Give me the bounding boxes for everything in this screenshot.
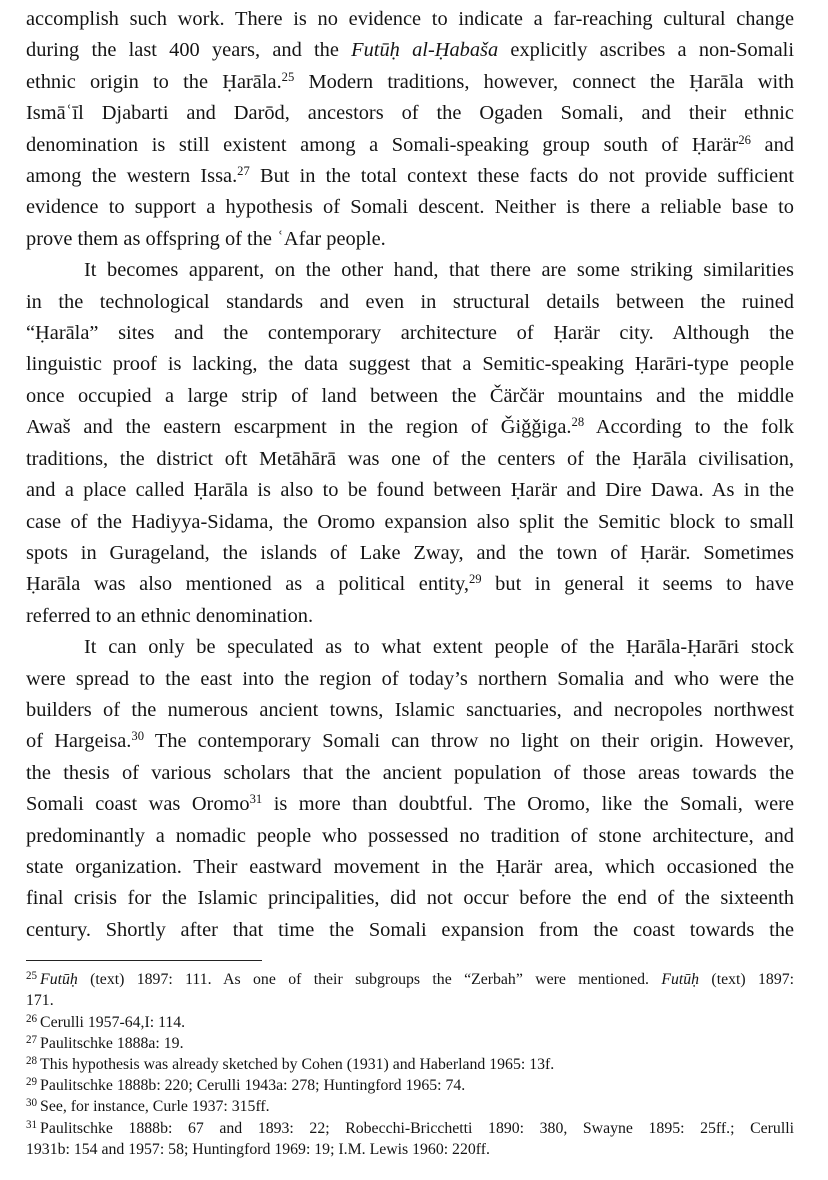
text-run: linguistic proof is lacking, the data suggest that a Semitic-speaking Ḥarāri-type people (26, 353, 794, 376)
footnote-line (26, 1118, 794, 1139)
italic-title: Futūḥ al-Ḥabaša (351, 39, 499, 62)
footnote-number: 25 (26, 970, 38, 983)
text-run: of Hargeisa. (26, 730, 132, 753)
text-line (26, 412, 794, 443)
text-run: Modern traditions, however, connect the Ḥarāla with (294, 70, 794, 93)
text-run: According to the folk (584, 416, 794, 439)
text-line (26, 67, 794, 98)
text-line (26, 726, 794, 757)
footnote-line (26, 1012, 794, 1033)
text-run: But in the total context these facts do not provide sufficient (249, 165, 795, 188)
text-run: referred to an ethnic denomination. (26, 604, 314, 627)
text-run: (text) 1897: (699, 971, 794, 989)
text-run: The contemporary Somali can throw no light on their origin. However, (144, 730, 794, 753)
footnote-28 (26, 1054, 794, 1075)
text-line (26, 98, 794, 129)
footnote-number: 31 (26, 1118, 38, 1131)
text-run: “Ḥarāla” sites and the contemporary architecture of Ḥarär city. Although the (26, 322, 794, 345)
text-line (26, 4, 794, 35)
text-line (26, 883, 794, 914)
text-line (26, 632, 794, 663)
paragraph-2 (26, 255, 794, 632)
footnote-number: 29 (26, 1076, 38, 1089)
text-run: and (750, 133, 794, 156)
main-text (26, 4, 794, 946)
footnote-26 (26, 1012, 794, 1033)
footnote-separator-rule (26, 960, 262, 961)
footnote-reference: 31 (249, 792, 263, 807)
text-line (26, 444, 794, 475)
text-run: It can only be speculated as to what extent people of the Ḥarāla-Ḥarāri stock (84, 636, 794, 659)
text-line (26, 758, 794, 789)
text-line (26, 569, 794, 600)
text-run: state organization. Their eastward movement in the Ḥarär area, which occasioned the (26, 855, 794, 878)
text-line (26, 507, 794, 538)
text-run: Ḥarāla was also mentioned as a political entity, (26, 573, 469, 596)
text-run: but in general it seems to have (481, 573, 794, 596)
text-run: evidence to support a hypothesis of Somali descent. Neither is there a reliable base to (26, 196, 794, 219)
text-run: in the technological standards and even in structural details between the ruined (26, 290, 794, 313)
footnote-number: 27 (26, 1033, 38, 1046)
text-line (26, 601, 794, 632)
text-run: See, for instance, Curle 1937: 315ff. (40, 1098, 270, 1116)
text-run: Ismāʿīl Djabarti and Darōd, ancestors of the Ogaden Somali, and their ethnic (26, 102, 794, 125)
text-run: Paulitschke 1888b: 220; Cerulli 1943a: 278; Huntingford 1965: 74. (40, 1077, 466, 1095)
italic-title: Futūḥ (661, 971, 700, 989)
text-line (26, 349, 794, 380)
text-run: It becomes apparent, on the other hand, that there are some striking similarities (84, 259, 794, 282)
footnote-line (26, 1054, 794, 1075)
text-run: This hypothesis was already sketched by Cohen (1931) and Haberland 1965: 13f. (40, 1056, 555, 1073)
footnote-number: 28 (26, 1055, 38, 1068)
footnote-number: 26 (26, 1012, 38, 1025)
text-run: (text) 1897: 111. As one of their subgroups the “Zerbah” were mentioned. (77, 971, 662, 989)
text-run: spots in Gurageland, the islands of Lake Zway, and the town of Ḥarär. Sometimes (26, 541, 794, 564)
text-run: Paulitschke 1888b: 67 and 1893: 22; Robecchi-Bricchetti 1890: 380, Swayne 1895: 25ff.; Cerulli (40, 1119, 794, 1137)
footnote-number: 30 (26, 1097, 38, 1110)
footnote-reference: 25 (281, 69, 295, 84)
text-run: explicitly ascribes a non-Somali (498, 39, 794, 62)
text-line (26, 255, 794, 286)
footnote-reference: 29 (468, 572, 482, 587)
text-run: 1931b: 154 and 1957: 58; Huntingford 1969: 19; I.M. Lewis 1960: 220ff. (26, 1140, 490, 1158)
text-run: predominantly a nomadic people who possessed no tradition of stone architecture, and (26, 824, 794, 847)
text-run: case of the Hadiyya-Sidama, the Oromo expansion also split the Semitic block to small (26, 510, 794, 533)
text-run: the thesis of various scholars that the ancient population of those areas towards the (26, 761, 794, 784)
text-line (26, 287, 794, 318)
footnote-30 (26, 1096, 794, 1117)
footnote-line (26, 1033, 794, 1054)
text-line (26, 538, 794, 569)
text-run: traditions, the district oft Metāhārā was one of the centers of the Ḥarāla civilisation, (26, 447, 794, 470)
footnotes (26, 969, 794, 1160)
footnote-reference: 28 (571, 415, 585, 430)
text-line (26, 915, 794, 946)
text-line (26, 789, 794, 820)
text-run: and a place called Ḥarāla is also to be found between Ḥarär and Dire Dawa. As in the (26, 479, 794, 502)
text-run: were spread to the east into the region of today’s northern Somalia and who were the (26, 667, 794, 690)
footnote-25 (26, 969, 794, 1011)
text-line (26, 224, 794, 255)
text-run: final crisis for the Islamic principalities, did not occur before the end of the sixteenth (26, 887, 794, 910)
footnote-31 (26, 1118, 794, 1160)
book-page (26, 4, 794, 1160)
text-line (26, 695, 794, 726)
text-run: among the western Issa. (26, 165, 238, 188)
text-run: builders of the numerous ancient towns, Islamic sanctuaries, and necropoles northwest (26, 698, 794, 721)
footnote-line (26, 990, 794, 1011)
text-run: once occupied a large strip of land between the Čärčär mountains and the middle (26, 384, 794, 407)
footnote-line (26, 1075, 794, 1096)
italic-title: Futūḥ (40, 971, 78, 989)
text-run: Somali coast was Oromo (26, 793, 250, 816)
text-line (26, 852, 794, 883)
footnote-line (26, 1139, 794, 1160)
text-line (26, 821, 794, 852)
text-line (26, 475, 794, 506)
text-run: denomination is still existent among a Somali-speaking group south of Ḥarär (26, 133, 739, 156)
text-run: Awaš and the eastern escarpment in the region of Ǧiǧǧiga. (26, 416, 572, 439)
text-line (26, 192, 794, 223)
text-line (26, 318, 794, 349)
text-run: prove them as offspring of the ʿAfar people. (26, 227, 386, 250)
paragraph-3 (26, 632, 794, 946)
text-run: Cerulli 1957-64,I: 114. (40, 1013, 186, 1031)
paragraph-1 (26, 4, 794, 255)
text-run: accomplish such work. There is no evidence to indicate a far-reaching cultural change (26, 8, 794, 30)
footnote-29 (26, 1075, 794, 1096)
text-run: ethnic origin to the Ḥarāla. (26, 70, 282, 93)
text-run: 171. (26, 992, 54, 1010)
text-line (26, 381, 794, 412)
footnote-line (26, 1096, 794, 1117)
footnote-27 (26, 1033, 794, 1054)
text-line (26, 664, 794, 695)
text-line (26, 130, 794, 161)
text-line (26, 35, 794, 66)
text-run: century. Shortly after that time the Somali expansion from the coast towards the (26, 918, 794, 941)
text-run: is more than doubtful. The Oromo, like the Somali, were (262, 793, 794, 816)
footnote-reference: 26 (738, 132, 751, 147)
footnote-reference: 27 (237, 164, 250, 179)
text-run: Paulitschke 1888a: 19. (40, 1034, 184, 1052)
footnote-line (26, 969, 794, 990)
footnote-reference: 30 (131, 729, 145, 744)
text-line (26, 161, 794, 192)
text-run: during the last 400 years, and the (26, 39, 352, 62)
